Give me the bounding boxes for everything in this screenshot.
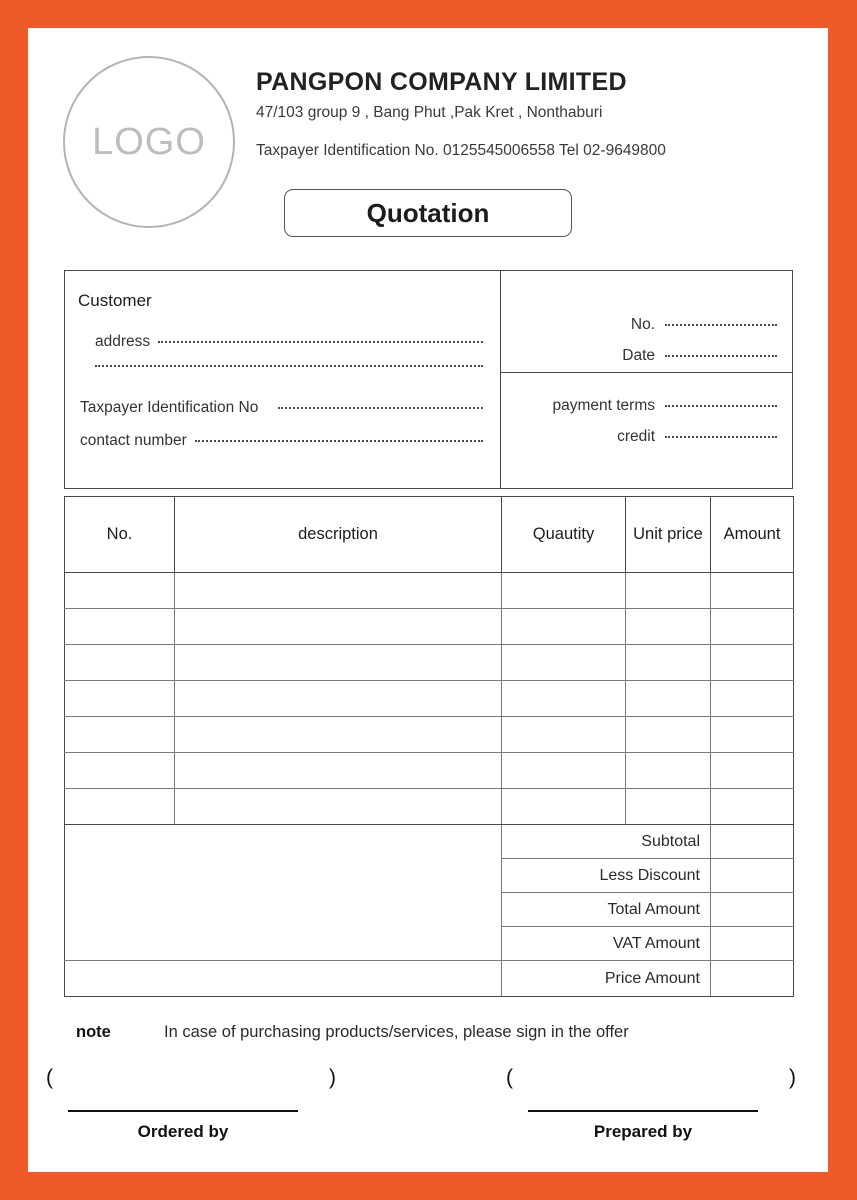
table-row [65, 645, 794, 681]
quote-no-row [519, 316, 777, 334]
cell-description[interactable] [175, 681, 502, 717]
customer-address-row [95, 333, 483, 351]
table-row [65, 573, 794, 609]
cell-unit-price[interactable] [626, 753, 711, 789]
close-paren-right: ) [789, 1066, 796, 1089]
company-tax-and-tel: Taxpayer Identification No. 0125545006558 Tel 02-9649800 [256, 142, 666, 159]
signature-line-right[interactable] [528, 1110, 758, 1112]
signature-area [28, 1058, 828, 1168]
cell-amount[interactable] [711, 573, 794, 609]
totals-label-price-amount: Price Amount [502, 961, 711, 997]
company-address: 47/103 group 9 , Bang Phut ,Pak Kret , Nonthaburi [256, 104, 603, 121]
cell-no[interactable] [65, 789, 175, 825]
totals-label-vat-amount: VAT Amount [502, 927, 711, 961]
meta-box [500, 270, 793, 489]
customer-contact-label: contact number [80, 432, 187, 449]
cell-description[interactable] [175, 789, 502, 825]
header-quantity: Quautity [502, 497, 626, 573]
customer-heading: Customer [78, 291, 152, 310]
customer-address-label: address [95, 333, 151, 350]
document-title-box [284, 189, 572, 237]
cell-no[interactable] [65, 573, 175, 609]
cell-unit-price[interactable] [626, 681, 711, 717]
open-paren-right: ( [506, 1066, 513, 1089]
cell-unit-price[interactable] [626, 645, 711, 681]
logo-text: LOGO [92, 120, 206, 163]
cell-quantity[interactable] [502, 717, 626, 753]
table-row [65, 609, 794, 645]
cell-amount[interactable] [711, 681, 794, 717]
cell-unit-price[interactable] [626, 573, 711, 609]
cell-no[interactable] [65, 609, 175, 645]
cell-unit-price[interactable] [626, 609, 711, 645]
items-table-body [65, 573, 794, 997]
customer-contact-input[interactable] [195, 439, 483, 442]
totals-value-vat-amount[interactable] [711, 927, 794, 961]
quote-no-label: No. [630, 316, 655, 333]
info-section [64, 270, 793, 489]
cell-unit-price[interactable] [626, 789, 711, 825]
quote-no-input[interactable] [665, 323, 777, 326]
credit-label: credit [617, 428, 655, 445]
note-text: In case of purchasing products/services, please sign in the offer [164, 1023, 629, 1041]
totals-value-less-discount[interactable] [711, 859, 794, 893]
signature-caption-prepared-by: Prepared by [593, 1122, 693, 1141]
cell-amount[interactable] [711, 753, 794, 789]
cell-description[interactable] [175, 573, 502, 609]
payment-terms-label: payment terms [552, 397, 655, 414]
cell-quantity[interactable] [502, 645, 626, 681]
totals-label-subtotal: Subtotal [502, 825, 711, 859]
customer-tax-input[interactable] [278, 406, 483, 409]
cell-amount[interactable] [711, 609, 794, 645]
table-row [65, 789, 794, 825]
open-paren-left: ( [46, 1066, 53, 1089]
signature-block-ordered-by [46, 1058, 336, 1168]
signature-line-left[interactable] [68, 1110, 298, 1112]
company-name: PANGPON COMPANY LIMITED [256, 68, 627, 96]
totals-row-subtotal [65, 825, 794, 859]
cell-description[interactable] [175, 609, 502, 645]
table-row [65, 717, 794, 753]
cell-no[interactable] [65, 681, 175, 717]
customer-box [64, 270, 501, 489]
cell-quantity[interactable] [502, 573, 626, 609]
cell-amount[interactable] [711, 789, 794, 825]
cell-quantity[interactable] [502, 609, 626, 645]
quote-date-input[interactable] [665, 354, 777, 357]
credit-row [519, 428, 777, 446]
close-paren-left: ) [329, 1066, 336, 1089]
payment-terms-input[interactable] [665, 404, 777, 407]
table-row [65, 753, 794, 789]
signature-block-prepared-by [506, 1058, 796, 1168]
cell-quantity[interactable] [502, 789, 626, 825]
note-label: note [76, 1023, 111, 1041]
totals-blank-area [65, 825, 502, 961]
customer-address-input-2[interactable] [95, 364, 483, 367]
customer-contact-row [80, 432, 483, 450]
header-amount: Amount [711, 497, 794, 573]
items-table-head [65, 497, 794, 573]
signature-caption-ordered-by: Ordered by [137, 1122, 229, 1141]
payment-terms-row [519, 397, 777, 415]
header-unit-price: Unit price [626, 497, 711, 573]
customer-address-row-2 [95, 367, 483, 370]
totals-value-price-amount[interactable] [711, 961, 794, 997]
cell-quantity[interactable] [502, 753, 626, 789]
document-title: Quotation [366, 197, 490, 228]
header-description: description [175, 497, 502, 573]
cell-description[interactable] [175, 753, 502, 789]
totals-value-subtotal[interactable] [711, 825, 794, 859]
table-row [65, 681, 794, 717]
customer-tax-label: Taxpayer Identification No [80, 399, 259, 416]
customer-tax-row [80, 399, 483, 417]
customer-address-input[interactable] [158, 340, 483, 343]
header-no: No. [65, 497, 175, 573]
quote-date-label: Date [622, 347, 655, 364]
logo-placeholder-icon [63, 56, 235, 228]
cell-description[interactable] [175, 717, 502, 753]
cell-unit-price[interactable] [626, 717, 711, 753]
cell-no[interactable] [65, 753, 175, 789]
cell-no[interactable] [65, 717, 175, 753]
totals-row-price-amount [65, 961, 794, 997]
cell-no[interactable] [65, 645, 175, 681]
cell-amount[interactable] [711, 645, 794, 681]
items-table [64, 496, 794, 997]
totals-blank-area-last [65, 961, 502, 997]
note-row [64, 1023, 793, 1042]
document-sheet [28, 28, 828, 1172]
totals-label-less-discount: Less Discount [502, 859, 711, 893]
credit-input[interactable] [665, 435, 777, 438]
meta-divider [500, 372, 793, 373]
cell-description[interactable] [175, 645, 502, 681]
cell-quantity[interactable] [502, 681, 626, 717]
cell-amount[interactable] [711, 717, 794, 753]
totals-label-total-amount: Total Amount [502, 893, 711, 927]
quote-date-row [519, 347, 777, 365]
items-header-row [65, 497, 794, 573]
totals-value-total-amount[interactable] [711, 893, 794, 927]
